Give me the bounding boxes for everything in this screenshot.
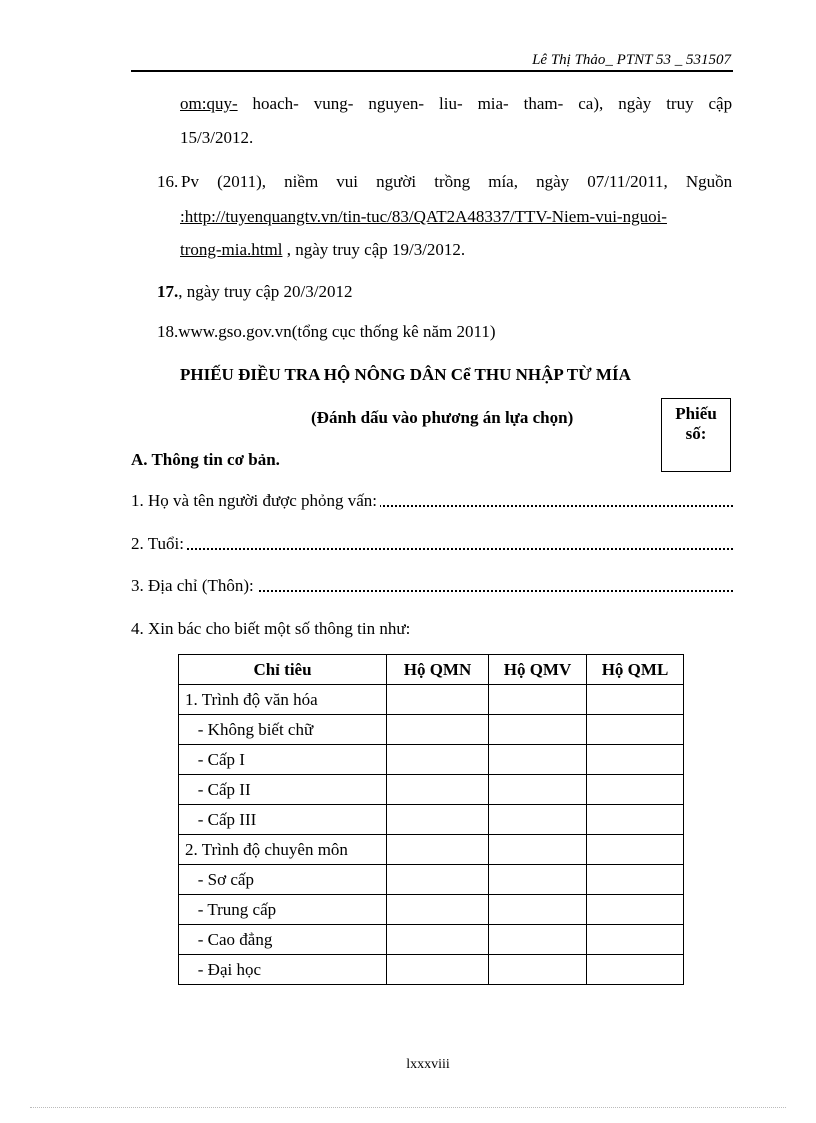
table-row [179,805,684,835]
qml-input-cell[interactable] [587,895,684,925]
ref16-line1 [181,172,732,192]
question-address-label: 3. Địa chỉ (Thôn): [131,576,257,595]
indicator-cell: - Cao đẳng [179,925,387,955]
col-header-qml: Hộ QML [587,655,684,685]
ref16-word: người [376,172,417,191]
question-address-row[interactable] [131,576,733,596]
qmn-input-cell[interactable] [387,775,489,805]
qmv-input-cell[interactable] [489,715,587,745]
indicator-cell: - Cấp III [179,805,387,835]
age-fill-line[interactable] [131,548,733,550]
household-info-table [178,654,684,985]
ref16-word: (2011), [217,172,267,191]
qmv-input-cell[interactable] [489,805,587,835]
qmv-input-cell[interactable] [489,685,587,715]
qmv-input-cell[interactable] [489,865,587,895]
indicator-cell: - Không biết chữ [179,715,387,745]
ref16-word: mía, [488,172,518,191]
indicator-cell: 2. Trình độ chuyên môn [179,835,387,865]
qmn-input-cell[interactable] [387,715,489,745]
question-name-row[interactable] [131,491,733,511]
table-row [179,865,684,895]
question-age-label: 2. Tuổi: [131,534,187,553]
table-row [179,925,684,955]
indicator-cell: - Sơ cấp [179,865,387,895]
ref17-number: 17. [157,282,179,301]
ref15-word: nguyen- [368,94,425,113]
table-row [179,685,684,715]
header-rule [131,70,733,72]
ref16-line3 [180,240,465,260]
ref16-link-line2[interactable]: trong-mia.html [180,240,283,259]
table-row [179,895,684,925]
qmv-input-cell[interactable] [489,925,587,955]
ref16-number: 16. [157,172,179,191]
qmv-input-cell[interactable] [489,835,587,865]
question-name-label: 1. Họ và tên người được phỏng vấn: [131,491,380,510]
ref15-word: liu- [439,94,463,113]
qml-input-cell[interactable] [587,925,684,955]
ref15-word: ngày [618,94,652,113]
qml-input-cell[interactable] [587,865,684,895]
ref15-word: truy [666,94,694,113]
ref16-access-date: , ngày truy cập 19/3/2012. [282,240,466,259]
ref16-word: Nguồn [685,172,733,191]
qmn-input-cell[interactable] [387,835,489,865]
ref16-word: niềm [284,172,319,191]
ref15-word: cập [708,94,733,113]
qmv-input-cell[interactable] [489,955,587,985]
ref16-link-line1[interactable]: :http://tuyenquangtv.vn/tin-tuc/83/QAT2A48337/TTV-Niem-vui-nguoi- [180,207,667,226]
qml-input-cell[interactable] [587,715,684,745]
ref16-word: 07/11/2011, [587,172,668,191]
qmn-input-cell[interactable] [387,685,489,715]
ref17-text: , ngày truy cập 20/3/2012 [178,282,353,301]
qmn-input-cell[interactable] [387,865,489,895]
qml-input-cell[interactable] [587,955,684,985]
ref17 [157,282,352,302]
qmv-input-cell[interactable] [489,745,587,775]
indicator-cell: - Đại học [179,955,387,985]
qmn-input-cell[interactable] [387,805,489,835]
question-age-row[interactable] [131,534,733,554]
ref18: 18.www.gso.gov.vn(tổng cục thống kê năm 2011) [157,322,496,341]
bottom-dotted-rule [30,1107,786,1108]
qml-input-cell[interactable] [587,775,684,805]
qml-input-cell[interactable] [587,805,684,835]
ref15-word: om:quy- [180,94,238,113]
ref15-word: tham- [523,94,564,113]
col-header-qmv: Hộ QMV [489,655,587,685]
table-row [179,745,684,775]
ref16-word: Pv [181,172,199,191]
section-a-heading: A. Thông tin cơ bản. [131,450,280,469]
ref15-word: hoach- [252,94,299,113]
ref15-word: mia- [477,94,509,113]
col-header-indicator: Chỉ tiêu [179,655,387,685]
ref15-word: vung- [313,94,354,113]
qmv-input-cell[interactable] [489,775,587,805]
ticket-label-line1: Phiếu [675,404,717,423]
qml-input-cell[interactable] [587,835,684,865]
qmn-input-cell[interactable] [387,895,489,925]
ref15-cont-line1 [180,94,732,114]
table-row [179,715,684,745]
ref16-word: ngày [536,172,570,191]
qml-input-cell[interactable] [587,685,684,715]
indicator-cell: - Cấp II [179,775,387,805]
col-header-qmn: Hộ QMN [387,655,489,685]
indicator-cell: - Cấp I [179,745,387,775]
page-header: Lê Thị Thảo_ PTNT 53 _ 531507 [532,52,731,68]
table-row [179,835,684,865]
qmv-input-cell[interactable] [489,895,587,925]
form-subtitle: (Đánh dấu vào phương án lựa chọn) [311,408,574,427]
question-info-intro: 4. Xin bác cho biết một số thông tin như: [131,619,411,638]
ref16-word: trồng [434,172,471,191]
table-row [179,955,684,985]
ref15-cont-line2: 15/3/2012. [180,128,254,147]
ticket-number-box[interactable] [661,398,731,472]
ref16-word: vui [336,172,359,191]
table-row [179,775,684,805]
qml-input-cell[interactable] [587,745,684,775]
form-title: PHIẾU ĐIỀU TRA HỘ NÔNG DÂN Cể THU NHẬP TỪ MÍA [180,365,631,384]
qmn-input-cell[interactable] [387,955,489,985]
qmn-input-cell[interactable] [387,925,489,955]
ticket-label-line2: số: [685,424,707,443]
qmn-input-cell[interactable] [387,745,489,775]
indicator-cell: - Trung cấp [179,895,387,925]
indicator-cell: 1. Trình độ văn hóa [179,685,387,715]
table-header-row [179,655,684,685]
page-number: lxxxviii [406,1057,450,1072]
ref15-word: ca), [578,94,604,113]
